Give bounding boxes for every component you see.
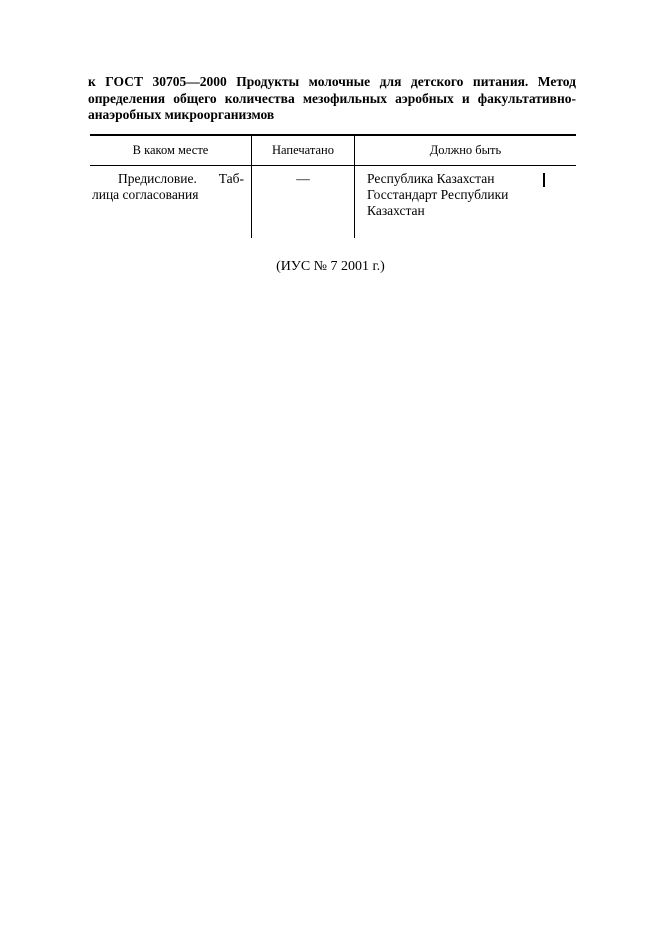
table-header-rule bbox=[90, 165, 576, 166]
header-printed: Напечатано bbox=[272, 143, 334, 157]
amendment-heading bbox=[88, 74, 576, 124]
heading-line-2: определения общего количества мезофильных аэробных и факультативно- bbox=[88, 90, 576, 106]
cell-place bbox=[92, 171, 244, 203]
cell-should-be-line-1: Республика Казахстан bbox=[367, 171, 495, 186]
heading-line-3: анаэробных микроорганизмов bbox=[88, 107, 275, 122]
cell-should-be bbox=[367, 171, 547, 219]
cell-should-be-line-2: Госстандарт Республики bbox=[367, 187, 509, 202]
cell-place-line-2: лица согласования bbox=[92, 187, 199, 202]
header-should-be: Должно быть bbox=[429, 143, 502, 157]
heading-line-1: к ГОСТ 30705—2000 Продукты молочные для детского питания. Метод bbox=[88, 74, 576, 89]
cell-place-line-1: Предисловие. Таб- bbox=[118, 171, 244, 186]
cell-printed: — bbox=[296, 171, 310, 186]
header-place: В каком месте bbox=[132, 143, 209, 157]
change-marker bbox=[543, 173, 545, 187]
source-note: (ИУС № 7 2001 г.) bbox=[276, 259, 385, 274]
cell-should-be-line-3: Казахстан bbox=[367, 203, 425, 218]
